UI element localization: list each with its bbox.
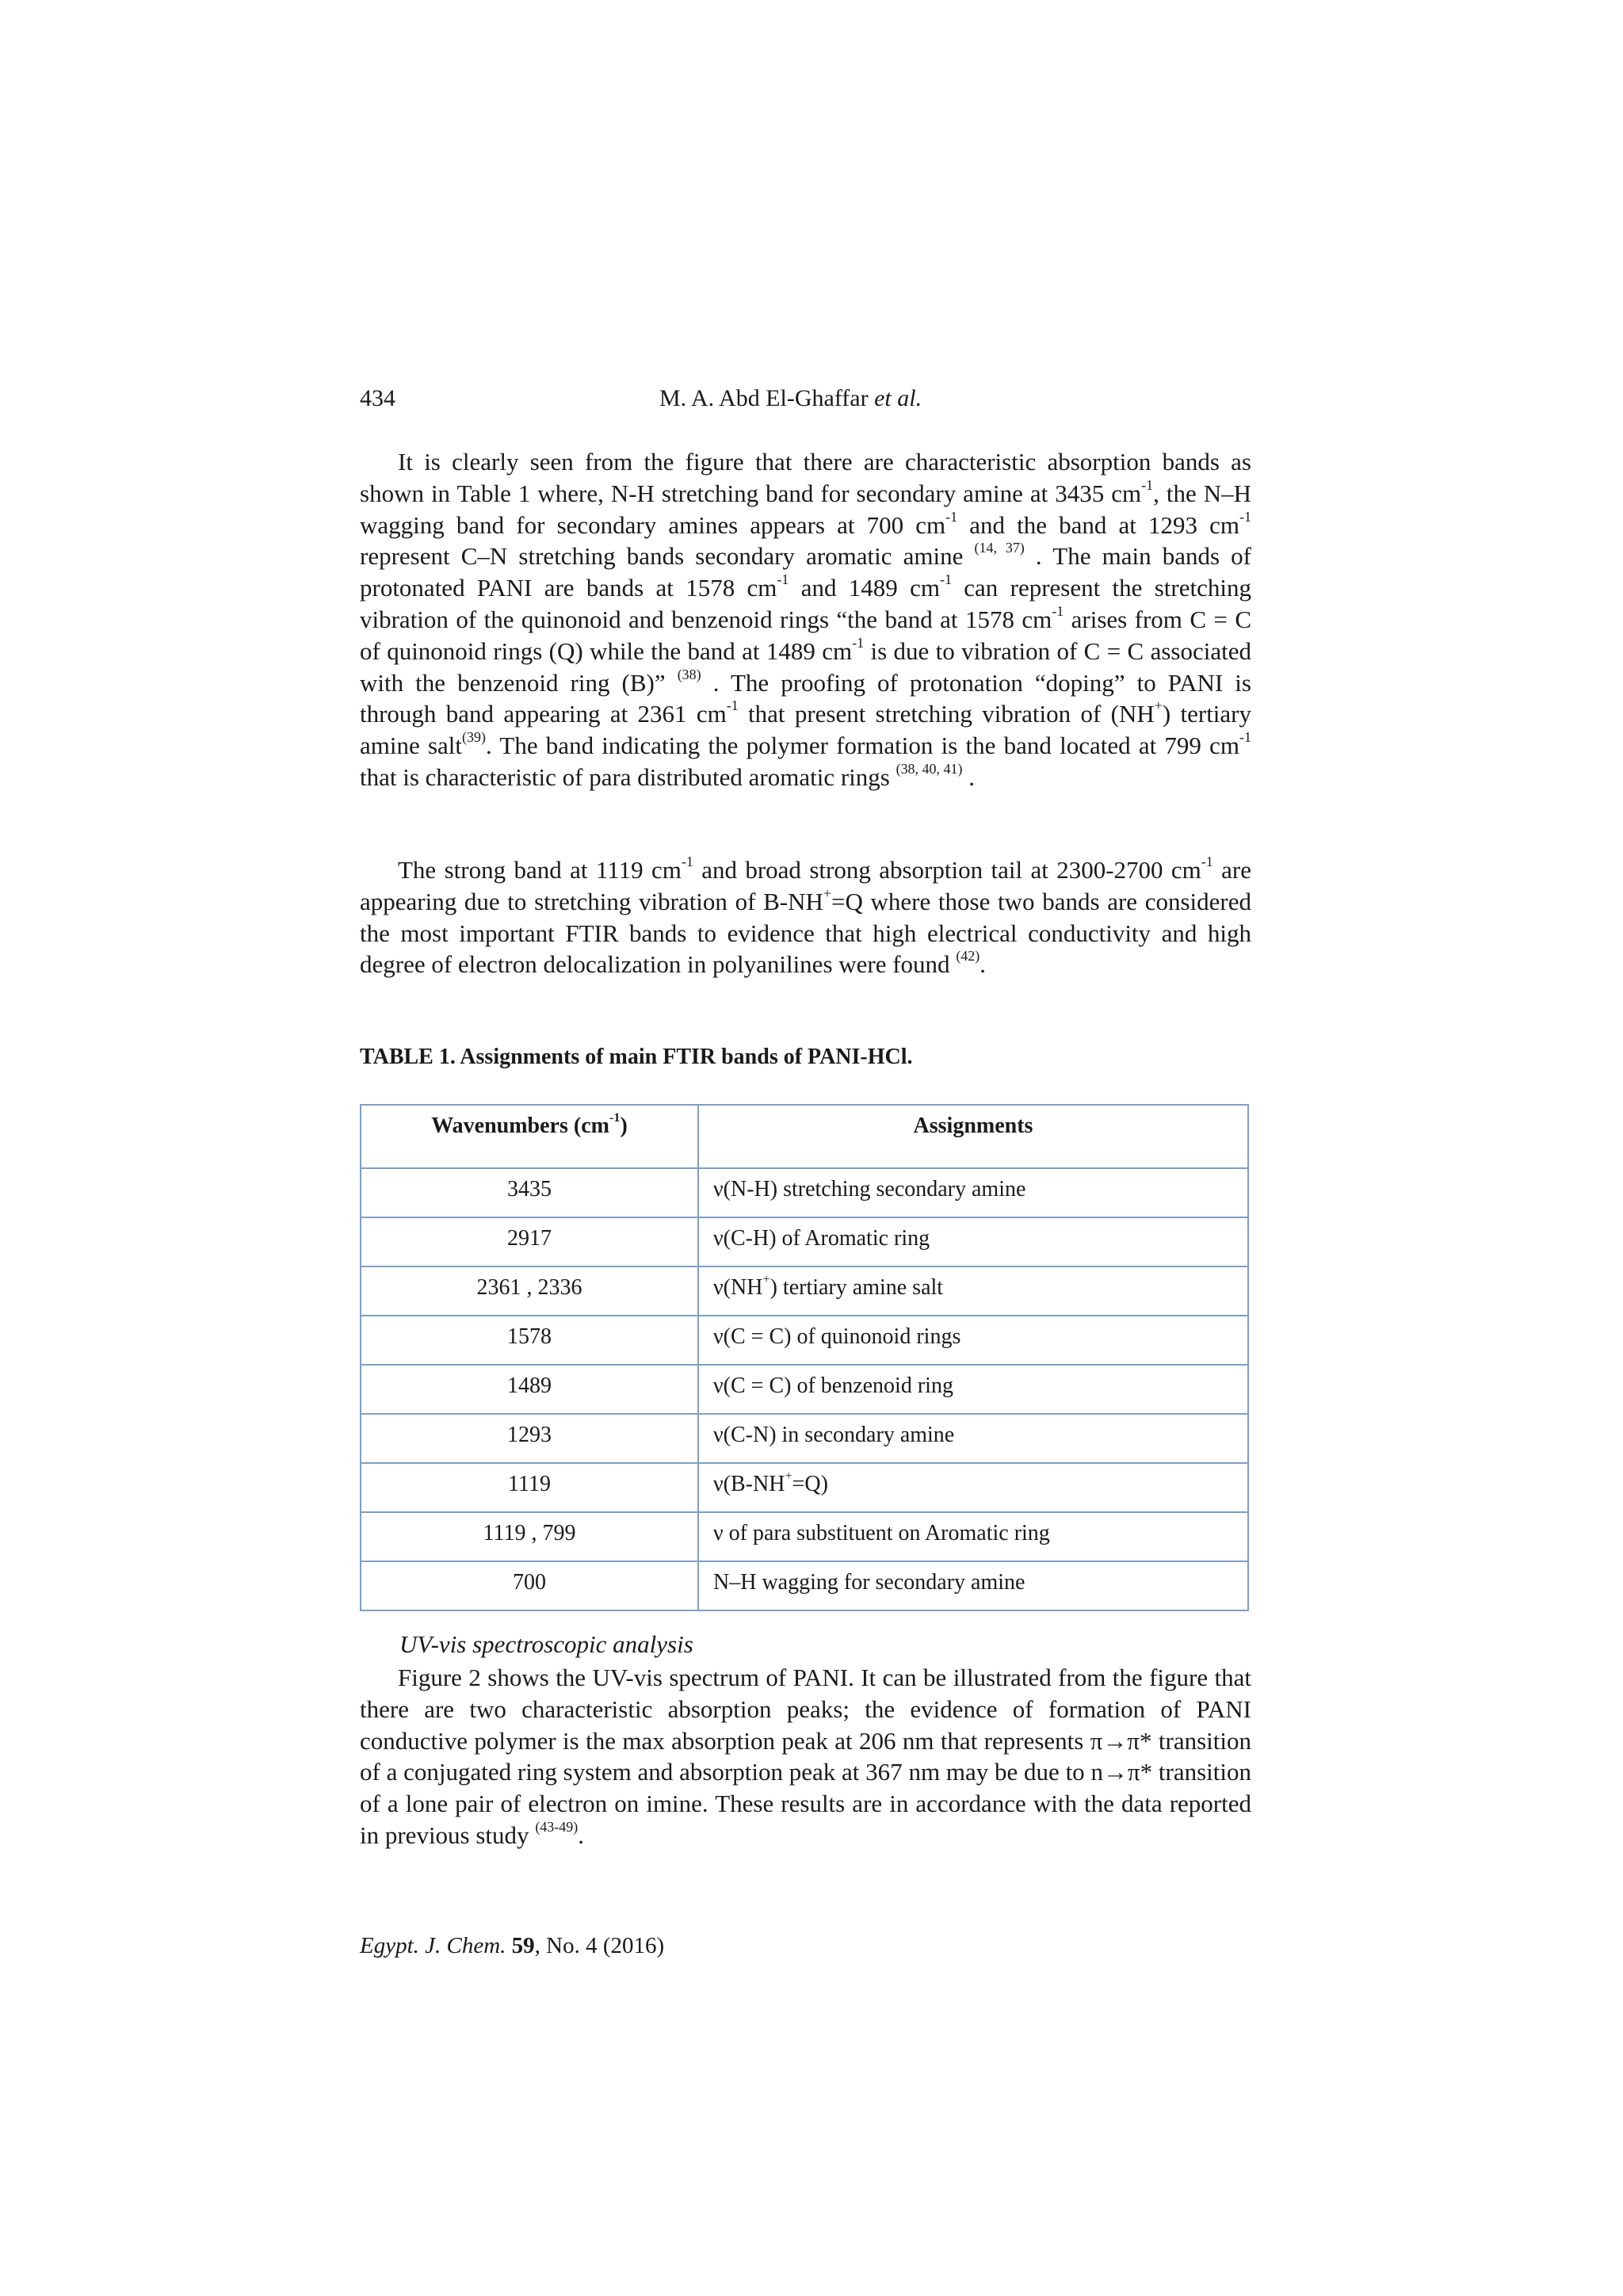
paragraph-strong-band: The strong band at 1119 $cm^{-1}$ and broad strong absorption tail at 2300-2700 $cm^{-1}$ are appearing due to stretching vibration of B-NH+=Q where those two bands are considered the most important FTIR bands to evidence that high electrical conductivity and high degree of electron delocalization in polyanilines were found $^{(42)}$. bbox=[360, 854, 1251, 979]
paragraph-uv-vis: Figure 2 shows the UV-vis spectrum of PANI. It can be illustrated from the figure that there are two characteristic absorption peaks; the evidence of formation of PANI conductive polymer is the max absorption peak at 206 nm that represents π→π* transition of a conjugated ring system and absorption peak at 367 nm may be due to n→π* transition of a lone pair of electron on imine. These results are in accordance with the data reported in previous study $^{(43-49)}$. bbox=[360, 1664, 1251, 1849]
col-wavenumbers-header: Wavenumbers $(cm^{-1})$ bbox=[361, 1105, 698, 1168]
table-row: 2361 , 2336 ν(NH+) tertiary amine salt bbox=[361, 1266, 1248, 1316]
table-caption: TABLE 1. Assignments of main FTIR bands of PANI-HCl. bbox=[360, 1045, 913, 1069]
journal-name: Egypt. J. Chem. bbox=[360, 1933, 506, 1958]
author-name: M. A. Abd El-Ghaffar bbox=[659, 385, 869, 411]
table-row: 3435 ν(N-H) stretching secondary amine bbox=[361, 1168, 1248, 1217]
journal-issue: , No. 4 (2016) bbox=[534, 1933, 665, 1958]
table-row: 700 N–H wagging for secondary amine bbox=[361, 1561, 1248, 1610]
journal-footer bbox=[360, 1933, 664, 1959]
journal-volume: 59 bbox=[511, 1933, 535, 1958]
header-author bbox=[659, 385, 922, 412]
table-row: 1119 , 799 ν of para substituent on Aromatic ring bbox=[361, 1512, 1248, 1561]
table-row: 1578 ν(C = C) of quinonoid rings bbox=[361, 1316, 1248, 1365]
page-number: 434 bbox=[360, 385, 395, 411]
table-row: 1293 ν(C-N) in secondary amine bbox=[361, 1414, 1248, 1463]
author-etal: et al. bbox=[874, 385, 922, 411]
table-header-row bbox=[361, 1105, 1248, 1168]
table-row: 1119 ν(B-NH+=Q) bbox=[361, 1463, 1248, 1512]
table-row: 2917 ν(C-H) of Aromatic ring bbox=[361, 1217, 1248, 1266]
paragraph-ftir-bands: It is clearly seen from the figure that there are characteristic absorption bands as shown in Table 1 where, N-H stretching band for secondary amine at 3435 $cm^{-1}$, the N–H wagging band for secondary amines appears at 700 $cm^{-1}$ and the band at 1293 $cm^{-1}$ represent C–N stretching bands secondary aromatic amine $^{(14, 37)}$ . The main bands of protonated PANI are bands at 1578 $cm^{-1}$ and 1489 $cm^{-1}$ can represent the stretching vibration of the quinonoid and benzenoid rings “the band at 1578 $cm^{-1}$ arises from C = C of quinonoid rings (Q) while the band at 1489 $cm^{-1}$ is due to vibration of C = C associated with the benzenoid ring (B)” $^{(38)}$ . The proofing of protonation “doping” to PANI is through band appearing at 2361 $cm^{-1}$ that present stretching vibration of (NH+) tertiary amine salt$^{(39)}$. The band indicating the polymer formation is the band located at 799 $cm^{-1}$ that is characteristic of para distributed aromatic rings $^{(38, 40, 41)}$ . bbox=[360, 448, 1252, 791]
table-row: 1489 ν(C = C) of benzenoid ring bbox=[361, 1365, 1248, 1414]
col-assignments-header: Assignments bbox=[698, 1105, 1248, 1168]
ftir-table bbox=[360, 1104, 1249, 1611]
section-heading: UV-vis spectroscopic analysis bbox=[399, 1630, 693, 1658]
running-header bbox=[360, 385, 1251, 417]
